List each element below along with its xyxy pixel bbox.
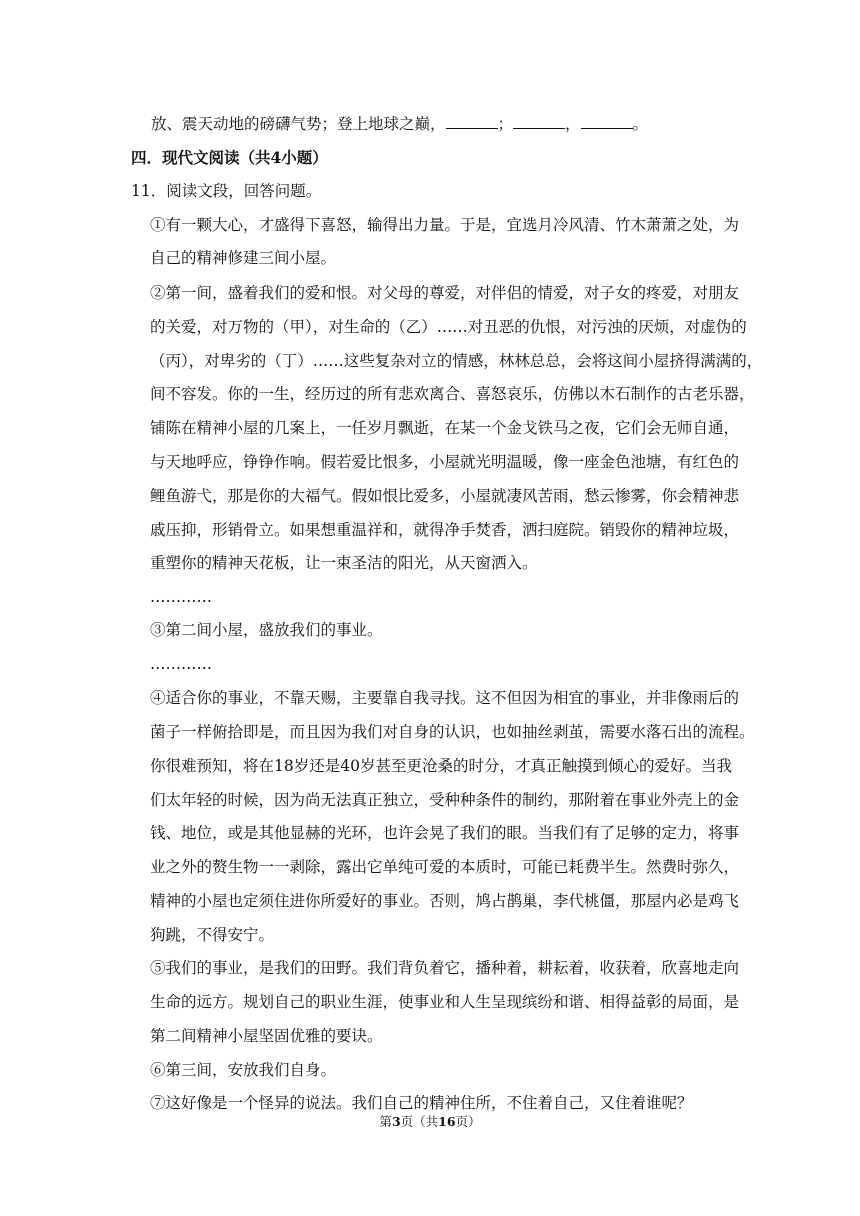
paragraph-line: 铺陈在精神小屋的几案上，一任岁月飘逝，在某一个金戈铁马之夜，它们会无师自通， bbox=[150, 419, 740, 437]
top-fill-in-line bbox=[151, 114, 648, 134]
paragraph-line: 精神的小屋也定须住进你所爱好的事业。否则，鸠占鹊巢，李代桃僵，那屋内必是鸡飞 bbox=[150, 892, 740, 910]
paragraph-line: ①有一颗大心，才盛得下喜怒，输得出力量。于是，宜选月冷风清、竹木萧萧之处，为 bbox=[150, 216, 740, 234]
paragraph-line: 自己的精神修建三间小屋。 bbox=[150, 249, 337, 267]
answer-blank-2[interactable] bbox=[513, 114, 565, 129]
paragraph-line: （丙），对卑劣的（丁）……这些复杂对立的情感，林林总总，会将这间小屋挤得满满的， bbox=[150, 352, 763, 370]
paragraph-line: ⑥第三间，安放我们自身。 bbox=[150, 1061, 337, 1079]
paragraph-line: 们太年轻的时候，因为尚无法真正独立，受种种条件的制约，那附着在事业外壳上的金 bbox=[150, 791, 740, 809]
separator-2: ， bbox=[565, 115, 581, 133]
paragraph-line: ②第一间，盛着我们的爱和恨。对父母的尊爱，对伴侣的情爱，对子女的疼爱，对朋友 bbox=[150, 284, 740, 302]
paragraph-line: 业之外的赘生物一一剥除，露出它单纯可爱的本质时，可能已耗费半生。然费时弥久， bbox=[150, 858, 740, 876]
paragraph-line: 你很难预知，将在18岁还是40岁甚至更沧桑的时分，才真正触摸到倾心的爱好。当我 bbox=[150, 757, 732, 775]
ellipsis-line: ………… bbox=[150, 655, 212, 673]
paragraph-line: ⑦这好像是一个怪异的说法。我们自己的精神住所，不住着自己，又住着谁呢？ bbox=[150, 1094, 693, 1112]
footer-total-pages: 16 bbox=[438, 1114, 456, 1129]
footer-page-number: 3 bbox=[391, 1114, 401, 1129]
paragraph-line: 与天地呼应，铮铮作响。假若爱比恨多，小屋就光明温暖，像一座金色池塘，有红色的 bbox=[150, 453, 740, 471]
paragraph-line: 的关爱，对万物的（甲），对生命的（乙）……对丑恶的仇恨，对污浊的厌烦，对虚伪的 bbox=[150, 318, 747, 336]
section-heading: 四．现代文阅读（共4小题） bbox=[131, 148, 328, 167]
paragraph-line: 生命的远方。规划自己的职业生涯，使事业和人生呈现缤纷和谐、相得益彰的局面，是 bbox=[150, 993, 740, 1011]
paragraph-line: 钱、地位，或是其他显赫的光环，也许会晃了我们的眼。当我们有了足够的定力，将事 bbox=[150, 824, 740, 842]
line-end: 。 bbox=[632, 115, 649, 133]
paragraph-line: ⑤我们的事业，是我们的田野。我们背负着它，播种着，耕耘着，收获着，欣喜地走向 bbox=[150, 959, 740, 977]
answer-blank-3[interactable] bbox=[581, 114, 633, 129]
page-footer bbox=[0, 1112, 860, 1130]
paragraph-line: 第二间精神小屋坚固优雅的要诀。 bbox=[150, 1027, 383, 1045]
footer-middle: 页（共 bbox=[400, 1114, 439, 1129]
separator-1: ； bbox=[497, 115, 514, 133]
paragraph-line: 间不容发。你的一生，经历过的所有悲欢离合、喜怒哀乐，仿佛以木石制作的古老乐器， bbox=[150, 385, 755, 403]
paragraph-line: ④适合你的事业，不靠天赐，主要靠自我寻找。这不但因为相宜的事业，并非像雨后的 bbox=[150, 689, 740, 707]
paragraph-line: 菌子一样俯拾即是，而且因为我们对自身的认识，也如抽丝剥茧，需要水落石出的流程。 bbox=[150, 723, 755, 741]
ellipsis-line: ………… bbox=[150, 588, 212, 606]
paragraph-line: 鲤鱼游弋，那是你的大福气。假如恨比爱多，小屋就凄风苦雨，愁云惨雾，你会精神悲 bbox=[150, 487, 740, 505]
paragraph-line: 戚压抑，形销骨立。如果想重温祥和，就得净手焚香，洒扫庭院。销毁你的精神垃圾， bbox=[150, 521, 740, 539]
paragraph-line: 重塑你的精神天花板，让一束圣洁的阳光，从天窗洒入。 bbox=[150, 554, 538, 572]
footer-suffix: 页） bbox=[455, 1114, 481, 1129]
top-line-text: 放、震天动地的磅礴气势；登上地球之巅， bbox=[151, 115, 446, 133]
paragraph-line: ③第二间小屋，盛放我们的事业。 bbox=[150, 621, 383, 639]
answer-blank-1[interactable] bbox=[446, 114, 498, 129]
footer-prefix: 第 bbox=[379, 1114, 392, 1129]
paragraph-line: 狗跳，不得安宁。 bbox=[150, 926, 275, 944]
question-intro: 11．阅读文段，回答问题。 bbox=[131, 182, 322, 200]
